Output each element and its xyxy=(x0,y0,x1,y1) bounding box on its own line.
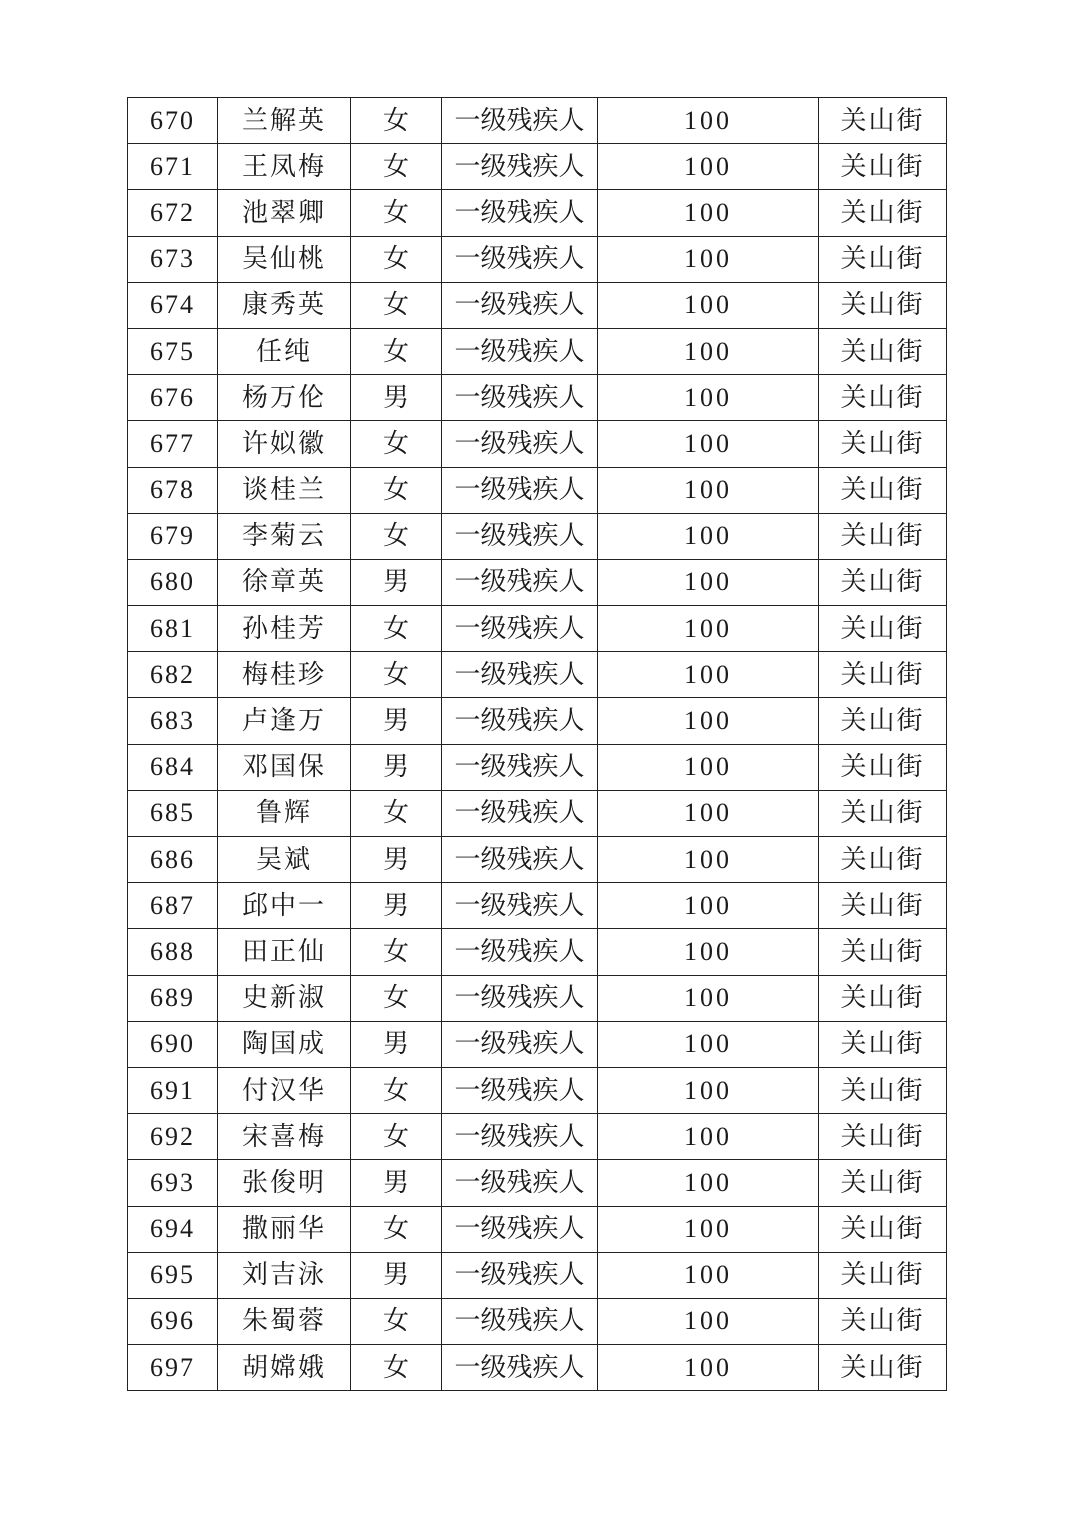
disability-level-cell: 一级残疾人 xyxy=(442,883,598,929)
gender-cell: 男 xyxy=(351,559,442,605)
name-cell: 康秀英 xyxy=(218,282,351,328)
disability-level-cell: 一级残疾人 xyxy=(442,698,598,744)
table-row xyxy=(128,1160,947,1206)
serial-number-cell: 684 xyxy=(128,744,218,790)
serial-number-cell: 697 xyxy=(128,1345,218,1391)
street-cell: 关山街 xyxy=(819,467,947,513)
disability-level-cell: 一级残疾人 xyxy=(442,1345,598,1391)
serial-number-cell: 676 xyxy=(128,375,218,421)
serial-number-cell: 672 xyxy=(128,190,218,236)
table-row xyxy=(128,1021,947,1067)
disability-level-cell: 一级残疾人 xyxy=(442,790,598,836)
table-row xyxy=(128,236,947,282)
amount-cell: 100 xyxy=(598,1345,819,1391)
disability-level-cell: 一级残疾人 xyxy=(442,559,598,605)
name-cell: 王凤梅 xyxy=(218,144,351,190)
serial-number-cell: 686 xyxy=(128,837,218,883)
table-row xyxy=(128,421,947,467)
amount-cell: 100 xyxy=(598,513,819,559)
serial-number-cell: 688 xyxy=(128,929,218,975)
name-cell: 张俊明 xyxy=(218,1160,351,1206)
street-cell: 关山街 xyxy=(819,375,947,421)
amount-cell: 100 xyxy=(598,1114,819,1160)
name-cell: 池翠卿 xyxy=(218,190,351,236)
disability-level-cell: 一级残疾人 xyxy=(442,1160,598,1206)
table-row xyxy=(128,790,947,836)
serial-number-cell: 694 xyxy=(128,1206,218,1252)
disability-level-cell: 一级残疾人 xyxy=(442,744,598,790)
table-row xyxy=(128,1298,947,1344)
gender-cell: 男 xyxy=(351,1252,442,1298)
disability-level-cell: 一级残疾人 xyxy=(442,513,598,559)
street-cell: 关山街 xyxy=(819,975,947,1021)
amount-cell: 100 xyxy=(598,1021,819,1067)
street-cell: 关山街 xyxy=(819,883,947,929)
disability-level-cell: 一级残疾人 xyxy=(442,606,598,652)
table-row xyxy=(128,282,947,328)
street-cell: 关山街 xyxy=(819,1252,947,1298)
gender-cell: 女 xyxy=(351,328,442,374)
table-row xyxy=(128,1114,947,1160)
name-cell: 宋喜梅 xyxy=(218,1114,351,1160)
disability-level-cell: 一级残疾人 xyxy=(442,467,598,513)
street-cell: 关山街 xyxy=(819,698,947,744)
amount-cell: 100 xyxy=(598,375,819,421)
street-cell: 关山街 xyxy=(819,513,947,559)
table-row xyxy=(128,1067,947,1113)
gender-cell: 女 xyxy=(351,652,442,698)
serial-number-cell: 681 xyxy=(128,606,218,652)
amount-cell: 100 xyxy=(598,698,819,744)
gender-cell: 男 xyxy=(351,837,442,883)
gender-cell: 女 xyxy=(351,1345,442,1391)
amount-cell: 100 xyxy=(598,652,819,698)
street-cell: 关山街 xyxy=(819,1206,947,1252)
street-cell: 关山街 xyxy=(819,559,947,605)
street-cell: 关山街 xyxy=(819,1160,947,1206)
street-cell: 关山街 xyxy=(819,144,947,190)
street-cell: 关山街 xyxy=(819,744,947,790)
gender-cell: 女 xyxy=(351,467,442,513)
name-cell: 任纯 xyxy=(218,328,351,374)
street-cell: 关山街 xyxy=(819,1345,947,1391)
table-row xyxy=(128,328,947,374)
table-row xyxy=(128,744,947,790)
amount-cell: 100 xyxy=(598,883,819,929)
street-cell: 关山街 xyxy=(819,236,947,282)
name-cell: 卢逢万 xyxy=(218,698,351,744)
table-row xyxy=(128,837,947,883)
amount-cell: 100 xyxy=(598,975,819,1021)
amount-cell: 100 xyxy=(598,98,819,144)
serial-number-cell: 677 xyxy=(128,421,218,467)
table-row xyxy=(128,190,947,236)
table-row xyxy=(128,975,947,1021)
street-cell: 关山街 xyxy=(819,790,947,836)
name-cell: 梅桂珍 xyxy=(218,652,351,698)
amount-cell: 100 xyxy=(598,421,819,467)
street-cell: 关山街 xyxy=(819,1114,947,1160)
street-cell: 关山街 xyxy=(819,190,947,236)
name-cell: 邱中一 xyxy=(218,883,351,929)
amount-cell: 100 xyxy=(598,929,819,975)
street-cell: 关山街 xyxy=(819,1021,947,1067)
amount-cell: 100 xyxy=(598,744,819,790)
table-row xyxy=(128,929,947,975)
gender-cell: 女 xyxy=(351,282,442,328)
street-cell: 关山街 xyxy=(819,929,947,975)
disability-level-cell: 一级残疾人 xyxy=(442,975,598,1021)
disability-level-cell: 一级残疾人 xyxy=(442,236,598,282)
name-cell: 田正仙 xyxy=(218,929,351,975)
disability-level-cell: 一级残疾人 xyxy=(442,652,598,698)
street-cell: 关山街 xyxy=(819,1298,947,1344)
amount-cell: 100 xyxy=(598,790,819,836)
gender-cell: 女 xyxy=(351,929,442,975)
serial-number-cell: 680 xyxy=(128,559,218,605)
amount-cell: 100 xyxy=(598,467,819,513)
name-cell: 鲁辉 xyxy=(218,790,351,836)
disability-level-cell: 一级残疾人 xyxy=(442,190,598,236)
serial-number-cell: 670 xyxy=(128,98,218,144)
amount-cell: 100 xyxy=(598,190,819,236)
disability-level-cell: 一级残疾人 xyxy=(442,98,598,144)
disability-level-cell: 一级残疾人 xyxy=(442,929,598,975)
disability-level-cell: 一级残疾人 xyxy=(442,421,598,467)
gender-cell: 男 xyxy=(351,883,442,929)
disability-level-cell: 一级残疾人 xyxy=(442,1067,598,1113)
table-row xyxy=(128,606,947,652)
serial-number-cell: 693 xyxy=(128,1160,218,1206)
gender-cell: 女 xyxy=(351,421,442,467)
gender-cell: 男 xyxy=(351,1160,442,1206)
disability-level-cell: 一级残疾人 xyxy=(442,375,598,421)
amount-cell: 100 xyxy=(598,1298,819,1344)
disability-level-cell: 一级残疾人 xyxy=(442,144,598,190)
name-cell: 陶国成 xyxy=(218,1021,351,1067)
name-cell: 付汉华 xyxy=(218,1067,351,1113)
table-row xyxy=(128,652,947,698)
gender-cell: 女 xyxy=(351,513,442,559)
amount-cell: 100 xyxy=(598,144,819,190)
name-cell: 史新淑 xyxy=(218,975,351,1021)
name-cell: 邓国保 xyxy=(218,744,351,790)
gender-cell: 女 xyxy=(351,144,442,190)
amount-cell: 100 xyxy=(598,559,819,605)
disability-level-cell: 一级残疾人 xyxy=(442,328,598,374)
table-row xyxy=(128,467,947,513)
name-cell: 吴斌 xyxy=(218,837,351,883)
gender-cell: 女 xyxy=(351,975,442,1021)
roster-table-body xyxy=(128,98,947,1391)
gender-cell: 女 xyxy=(351,236,442,282)
table-row xyxy=(128,883,947,929)
table-row xyxy=(128,375,947,421)
gender-cell: 男 xyxy=(351,1021,442,1067)
serial-number-cell: 695 xyxy=(128,1252,218,1298)
name-cell: 许姒徽 xyxy=(218,421,351,467)
name-cell: 李菊云 xyxy=(218,513,351,559)
name-cell: 刘吉泳 xyxy=(218,1252,351,1298)
table-row xyxy=(128,1345,947,1391)
disability-level-cell: 一级残疾人 xyxy=(442,1298,598,1344)
name-cell: 胡嫦娥 xyxy=(218,1345,351,1391)
amount-cell: 100 xyxy=(598,606,819,652)
table-row xyxy=(128,513,947,559)
gender-cell: 女 xyxy=(351,190,442,236)
amount-cell: 100 xyxy=(598,282,819,328)
name-cell: 兰解英 xyxy=(218,98,351,144)
street-cell: 关山街 xyxy=(819,837,947,883)
gender-cell: 女 xyxy=(351,1114,442,1160)
serial-number-cell: 690 xyxy=(128,1021,218,1067)
amount-cell: 100 xyxy=(598,1252,819,1298)
name-cell: 孙桂芳 xyxy=(218,606,351,652)
name-cell: 徐章英 xyxy=(218,559,351,605)
disability-level-cell: 一级残疾人 xyxy=(442,1252,598,1298)
name-cell: 撒丽华 xyxy=(218,1206,351,1252)
serial-number-cell: 692 xyxy=(128,1114,218,1160)
serial-number-cell: 683 xyxy=(128,698,218,744)
serial-number-cell: 674 xyxy=(128,282,218,328)
gender-cell: 女 xyxy=(351,606,442,652)
gender-cell: 男 xyxy=(351,698,442,744)
serial-number-cell: 678 xyxy=(128,467,218,513)
gender-cell: 女 xyxy=(351,1298,442,1344)
disability-level-cell: 一级残疾人 xyxy=(442,1206,598,1252)
serial-number-cell: 671 xyxy=(128,144,218,190)
street-cell: 关山街 xyxy=(819,328,947,374)
amount-cell: 100 xyxy=(598,236,819,282)
disability-level-cell: 一级残疾人 xyxy=(442,1114,598,1160)
disability-level-cell: 一级残疾人 xyxy=(442,1021,598,1067)
name-cell: 杨万伦 xyxy=(218,375,351,421)
serial-number-cell: 687 xyxy=(128,883,218,929)
street-cell: 关山街 xyxy=(819,98,947,144)
serial-number-cell: 696 xyxy=(128,1298,218,1344)
street-cell: 关山街 xyxy=(819,606,947,652)
amount-cell: 100 xyxy=(598,1160,819,1206)
name-cell: 朱蜀蓉 xyxy=(218,1298,351,1344)
serial-number-cell: 691 xyxy=(128,1067,218,1113)
street-cell: 关山街 xyxy=(819,282,947,328)
amount-cell: 100 xyxy=(598,1206,819,1252)
name-cell: 吴仙桃 xyxy=(218,236,351,282)
table-row xyxy=(128,698,947,744)
serial-number-cell: 682 xyxy=(128,652,218,698)
gender-cell: 女 xyxy=(351,790,442,836)
serial-number-cell: 675 xyxy=(128,328,218,374)
serial-number-cell: 673 xyxy=(128,236,218,282)
table-row xyxy=(128,144,947,190)
amount-cell: 100 xyxy=(598,328,819,374)
table-row xyxy=(128,98,947,144)
gender-cell: 男 xyxy=(351,744,442,790)
serial-number-cell: 685 xyxy=(128,790,218,836)
serial-number-cell: 689 xyxy=(128,975,218,1021)
serial-number-cell: 679 xyxy=(128,513,218,559)
street-cell: 关山街 xyxy=(819,652,947,698)
gender-cell: 女 xyxy=(351,1067,442,1113)
amount-cell: 100 xyxy=(598,837,819,883)
gender-cell: 男 xyxy=(351,375,442,421)
gender-cell: 女 xyxy=(351,1206,442,1252)
table-row xyxy=(128,559,947,605)
gender-cell: 女 xyxy=(351,98,442,144)
roster-table xyxy=(127,97,947,1391)
street-cell: 关山街 xyxy=(819,1067,947,1113)
disability-level-cell: 一级残疾人 xyxy=(442,837,598,883)
name-cell: 谈桂兰 xyxy=(218,467,351,513)
amount-cell: 100 xyxy=(598,1067,819,1113)
street-cell: 关山街 xyxy=(819,421,947,467)
table-row xyxy=(128,1206,947,1252)
disability-level-cell: 一级残疾人 xyxy=(442,282,598,328)
table-row xyxy=(128,1252,947,1298)
